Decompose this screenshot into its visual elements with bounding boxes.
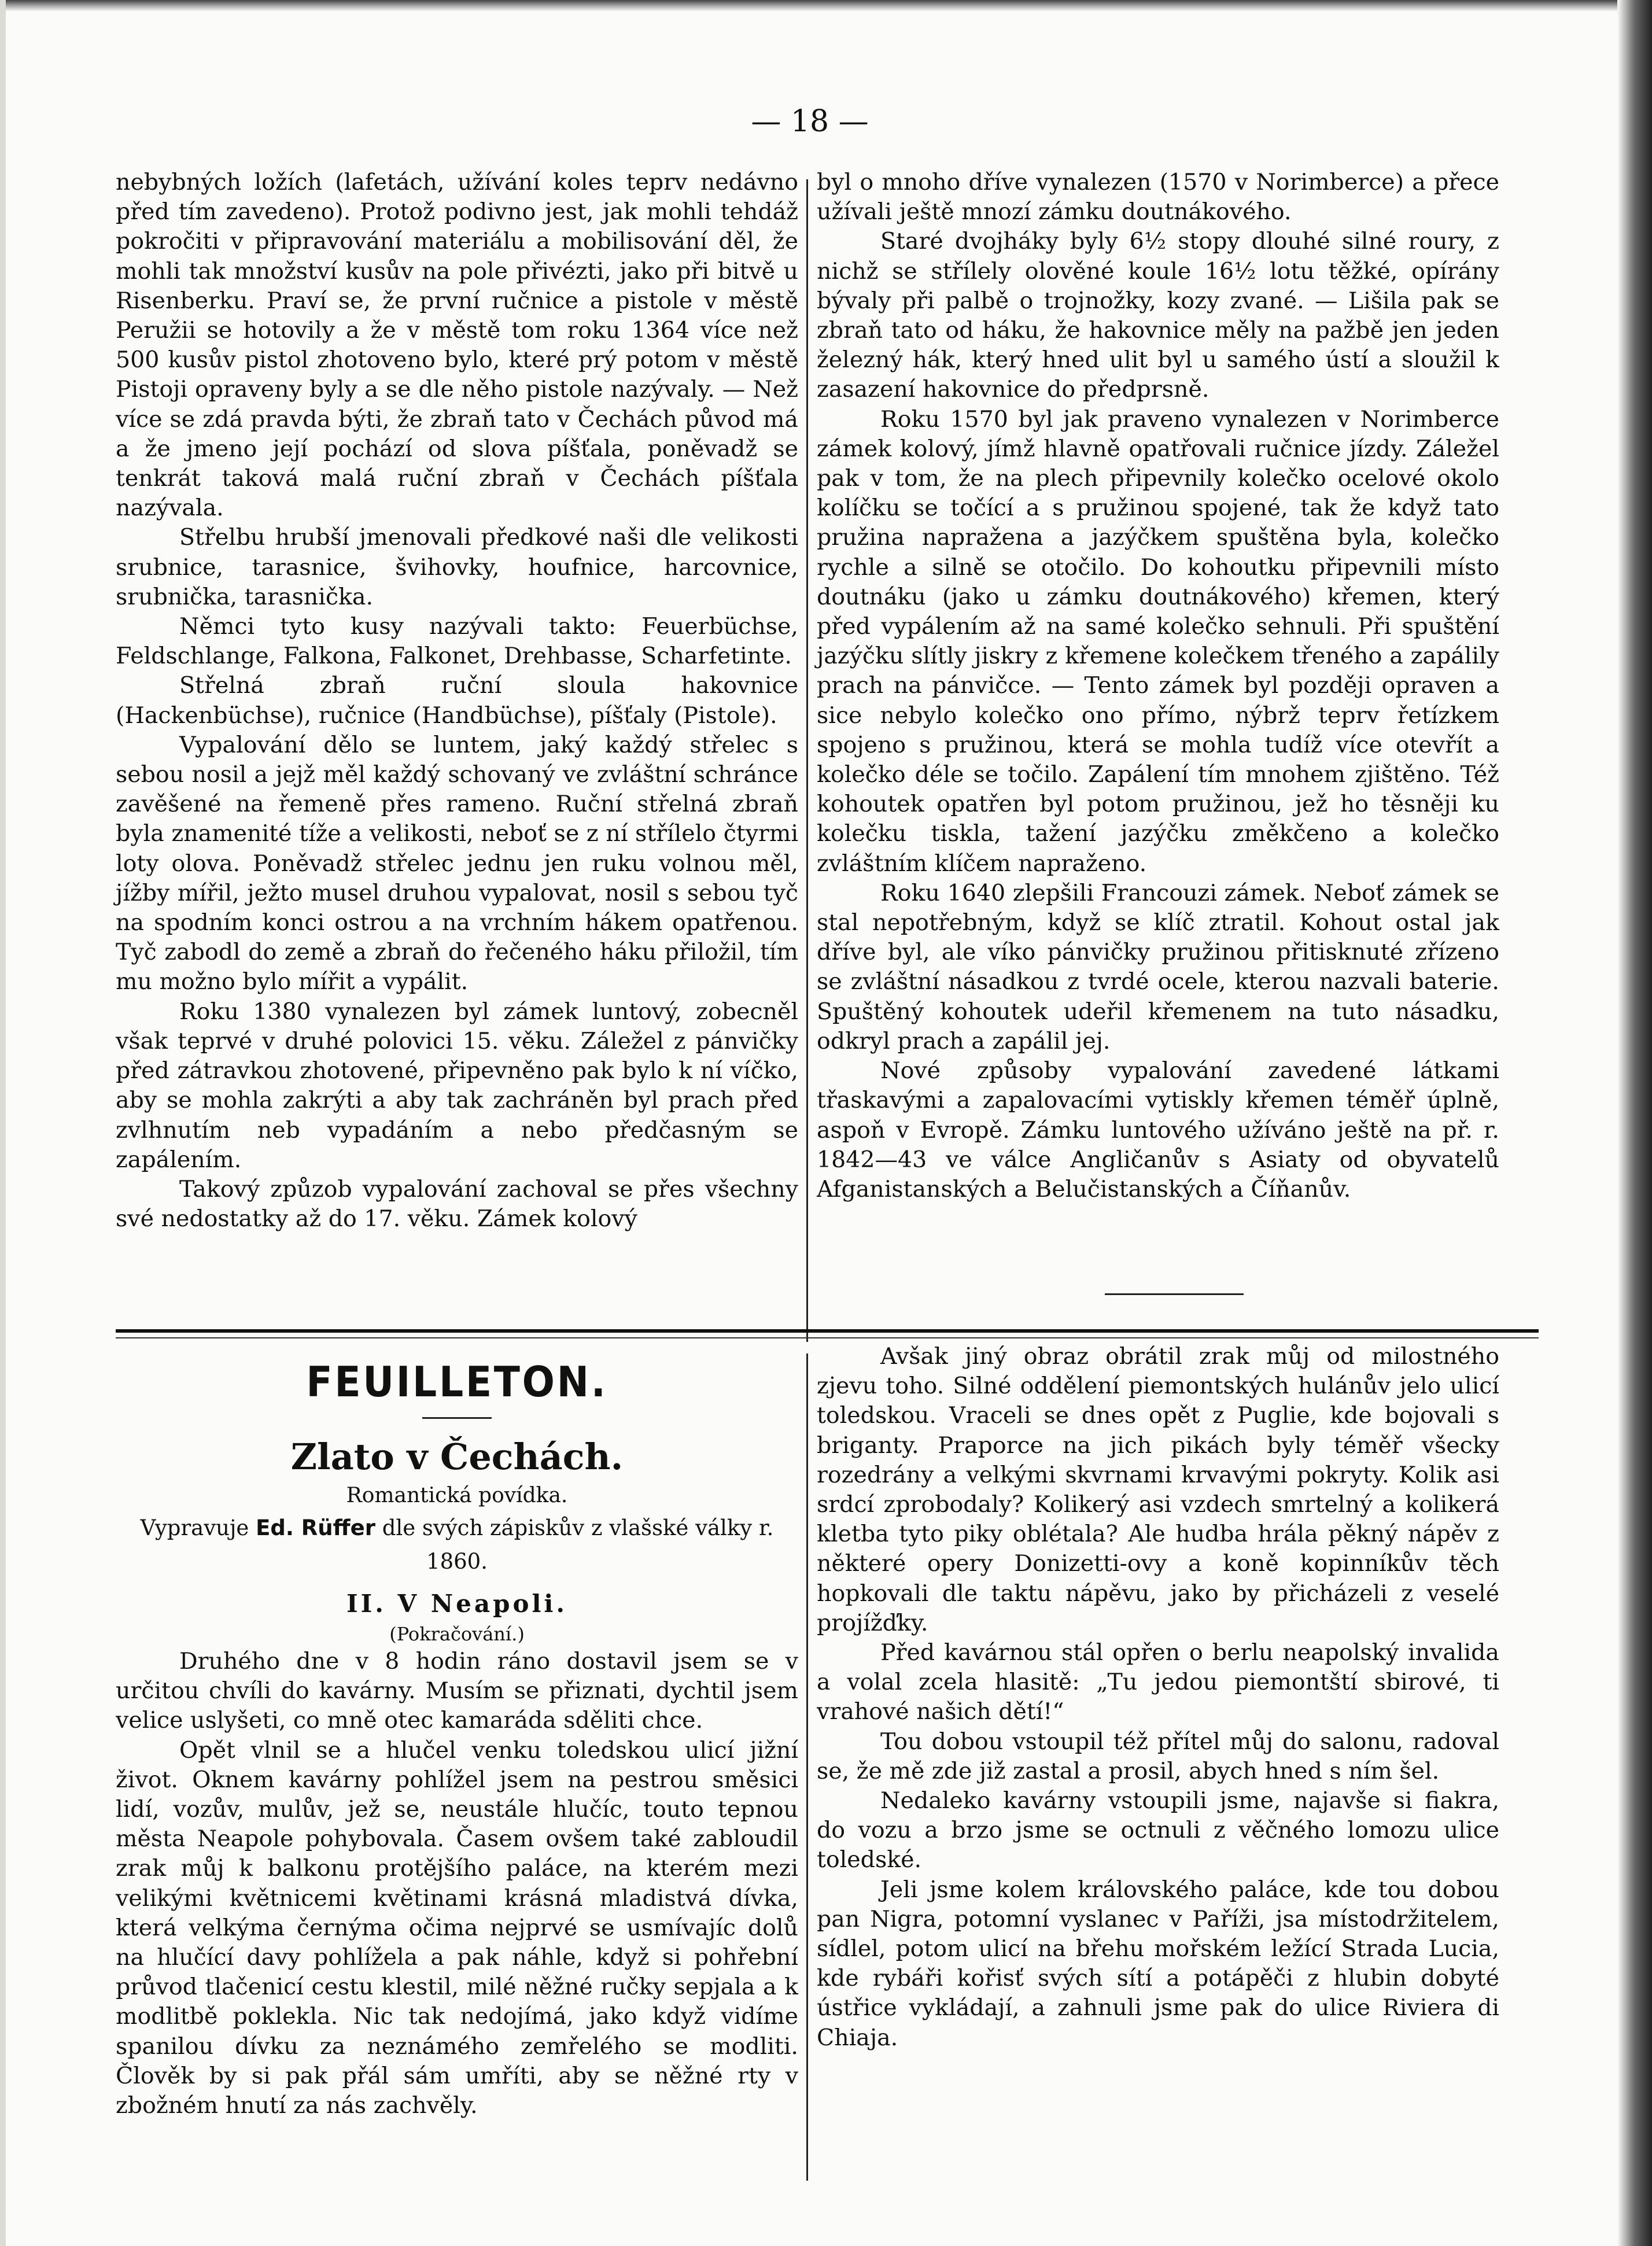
- byline-suffix: dle svých zápiskův z vlašské války r. 1860.: [382, 1515, 774, 1574]
- paragraph: Vypalování dělo se luntem, jaký každý střelec s sebou nosil a jejž měl každý schovaný ve zvláštní schránce zavěšené na řemeně přes rameno. Ruční střelná zbraň byla znamenité tíže a velikosti, neboť se z ní střílelo čtyrmi loty olova. Poněvadž střelec jednu jen ruku volnou měl, jížby mířil, ježto musel druhou vypalovat, nosil s sebou tyč na spodním konci ostrou a na vrchním hákem opatřenou. Tyč zabodl do země a zbraň do řečeného háku přiložil, tím mu možno bylo mířit a vypálit.: [116, 731, 798, 995]
- story-byline: [116, 1511, 798, 1579]
- paragraph: Nové způsoby vypalování zavedené látkami třaskavými a zapalovacími vytiskly křemen téměř úplně, aspoň v Evropě. Zámku luntového užíváno ještě na př. r. 1842—43 ve válce Angličanův s Asiaty od obyvatelů Afganistanských a Belučistanských a Číňanův.: [817, 1057, 1499, 1203]
- paragraph: Jeli jsme kolem královského paláce, kde tou dobou pan Nigra, potomní vyslanec v Paříži, jsa místodržitelem, sídlel, potom ulicí na břehu mořském ležící Strada Lucia, kde rybáři kořisť svých sítí a potápěči z hlubin dobyté ústřice vykládají, a zahnuli jsme pak do ulice Riviera di Chiaja.: [817, 1876, 1499, 2051]
- feuilleton-right-column: [817, 1342, 1499, 2053]
- scan-left-edge: [0, 0, 6, 2246]
- paragraph: nebybných ložích (lafetách, užívání koles teprv nedávno před tím zavedeno). Protož podivno jest, jak mohli tehdáž pokročiti v připravování materiálu a mobilisování děl, že mohli tak množství kusův na pole přivézti, jako při bitvě u Risenberku. Praví se, že první ručnice a pistole v městě Peružii se hotovily a že v městě tom roku 1364 více než 500 kusův pistol zhotoveno bylo, které prý potom v městě Pistoji opraveny byly a se dle něho pistole nazývaly. — Než více se zdá pravda býti, že zbraň tato v Čechách původ má a že jmeno její pochází od slova píšťala, poněvadž se tenkrát taková malá ruční zbraň v Čechách píšťala nazývala.: [116, 169, 798, 522]
- feuilleton-left-column: [116, 1342, 798, 2120]
- scan-right-edge: [1617, 0, 1652, 2246]
- paragraph: Němci tyto kusy nazývali takto: Feuerbüchse, Feldschlange, Falkona, Falkonet, Drehbasse, Scharfetinte.: [116, 613, 798, 670]
- byline-author: Ed. Rüffer: [256, 1515, 375, 1540]
- paragraph: byl o mnoho dříve vynalezen (1570 v Norimberce) a přece užívali ještě mnozí zámku doutnákového.: [817, 169, 1499, 226]
- article-left-column: [116, 168, 798, 1234]
- chapter-heading: II. V Neapoli.: [346, 1589, 567, 1618]
- paragraph: Staré dvojháky byly 6½ stopy dlouhé silné roury, z nichž se střílely olověné koule 16½ lotu těžké, opírány bývaly při palbě o trojnožky, kozy zvané. — Lišila pak se zbraň tato od háku, že hakovnice měly na pažbě jen jeden železný hák, který hned ulit byl u samého ústí a sloužil k zasazení hakovnice do předprsně.: [817, 228, 1499, 403]
- paragraph: Opět vlnil se a hlučel venku toledskou ulicí jižní život. Oknem kavárny pohlížel jsem na pestrou směsici lidí, vozův, mulův, jež se, neustále hlučíc, touto tepnou města Neapole pohybovala. Časem ovšem také zabloudil zrak můj k balkonu protějšího paláce, na kterém mezi velikými květnicemi květinami krásná mladistvá dívka, která velkýma černýma očima nejprvé se usmívajíc dolů na hlučící davy pohlížela a pak náhle, když si pohřební průvod tlačenicí cestu klestil, milé něžné ručky sepjala a k modlitbě poklekla. Nic tak nedojímá, jako když vidíme spanilou dívku za neznámého zemřelého se modliti. Člověk by si pak přál sám umříti, aby se něžné rty v zbožném hnutí za nás zachvěly.: [116, 1736, 798, 2119]
- paragraph: Roku 1570 byl jak praveno vynalezen v Norimberce zámek kolový, jímž hlavně opatřovali ručnice jízdy. Záležel pak v tom, že na plech připevnily kolečko ocelové okolo kolíčku se točící a s pružinou spojené, tak že když tato pružina napražena a jazýčkem spuštěna byla, kolečko rychle a silně se otočilo. Do kohoutku připevnili místo doutnáku (jako u zámku doutnákového) křemen, který před vypálením až na samé kolečko sehnuli. Při spuštění jazýčku slítly jiskry z křemene kolečkem třeného a zapálily prach na pánvičce. — Tento zámek byl později opraven a sice nebylo kolečko ono přímo, nýbrž teprv řetízkem spojeno s pružinou, která se mohla tudíž více otevřít a kolečko déle se točilo. Zapálení tím mnohem zjištěno. Též kohoutek opatřen byl potom pružinou, jež ho těsněji ku kolečku tiskla, tažení jazýčku změkčeno a kolečko zvláštním klíčem napraženo.: [817, 405, 1499, 877]
- header-small-rule: [422, 1417, 492, 1419]
- column-divider-bottom: [806, 1353, 808, 2181]
- story-title: Zlato v Čechách.: [290, 1436, 624, 1478]
- article-end-rule: [1105, 1293, 1244, 1295]
- paragraph: Druhého dne v 8 hodin ráno dostavil jsem se v určitou chvíli do kavárny. Musím se přiznati, dychtil jsem velice uslyšeti, co mně otec kamaráda sděliti chce.: [116, 1648, 798, 1734]
- page-number: — 18 —: [751, 104, 869, 139]
- feuilleton-separator-thick: [116, 1329, 1539, 1333]
- paragraph: Střelná zbraň ruční sloula hakovnice (Hackenbüchse), ručnice (Handbüchse), píšťaly (Pistole).: [116, 672, 798, 729]
- feuilleton-header: FEUILLETON.: [306, 1358, 608, 1406]
- scan-top-edge: [0, 0, 1652, 12]
- paragraph: Před kavárnou stál opřen o berlu neapolský invalida a volal zcela hlasitě: „Tu jedou piemontští sbirové, ti vrahové našich dětí!“: [817, 1639, 1499, 1725]
- paragraph: Roku 1380 vynalezen byl zámek luntový, zobecněl však teprvé v druhé polovici 15. věku. Záležel z pánvičky před zátravkou zhotovené, připevněno pak bylo k ní víčko, aby se mohla zakrýti a aby tak zachráněn byl prach před zvlhnutím neb vypadáním a nebo předčasným se zapálením.: [116, 998, 798, 1173]
- paragraph: Nedaleko kavárny vstoupili jsme, najavše si fiakra, do vozu a brzo jsme se octnuli z věčného lomozu ulice toledské.: [817, 1787, 1499, 1873]
- paragraph: Takový způzob vypalování zachoval se přes všechny své nedostatky až do 17. věku. Zámek kolový: [116, 1175, 798, 1233]
- paragraph: Střelbu hrubší jmenovali předkové naši dle velikosti srubnice, tarasnice, švihovky, houfnice, harcovnice, srubnička, tarasnička.: [116, 524, 798, 610]
- continued-note: (Pokračování.): [389, 1623, 525, 1645]
- feuilleton-separator-thin: [116, 1337, 1539, 1338]
- paragraph: Tou dobou vstoupil též přítel můj do salonu, radoval se, že mě zde již zastal a prosil, abych hned s ním šel.: [817, 1728, 1499, 1784]
- byline-prefix: Vypravuje: [140, 1515, 249, 1540]
- article-right-column: [817, 168, 1499, 1204]
- story-subtitle: Romantická povídka.: [346, 1484, 568, 1507]
- paragraph: Avšak jiný obraz obrátil zrak můj od milostného zjevu toho. Silné oddělení piemontských hulánův jelo ulicí toledskou. Vraceli se dnes opět z Puglie, kde bojovali s briganty. Praporce na jich pikách byly téměř všecky rozedrány a velkými skvrnami krvavými pokryty. Kolik asi srdcí zprobodaly? Kolikerý asi vzdech smrtelný a kolikerá kletba tyto piky oblétala? Ale hudba hrála pěkný nápěv z některé opery Donizetti-ovy a koně kopinníkův těch hopkovali dle taktu nápěvu, jako by přicházeli z veselé projížďky.: [817, 1343, 1499, 1636]
- column-divider-top: [806, 179, 808, 1342]
- paragraph: Roku 1640 zlepšili Francouzi zámek. Neboť zámek se stal nepotřebným, když se klíč ztratil. Kohout ostal jak dříve byl, ale víko pánvičky pružinou přitisknuté zřízeno se zvláštní násadkou z tvrdé ocele, kterou nazvali baterie. Spuštěný kohoutek udeřil křemenem na tuto násadku, odkryl prach a zapálil jej.: [817, 879, 1499, 1054]
